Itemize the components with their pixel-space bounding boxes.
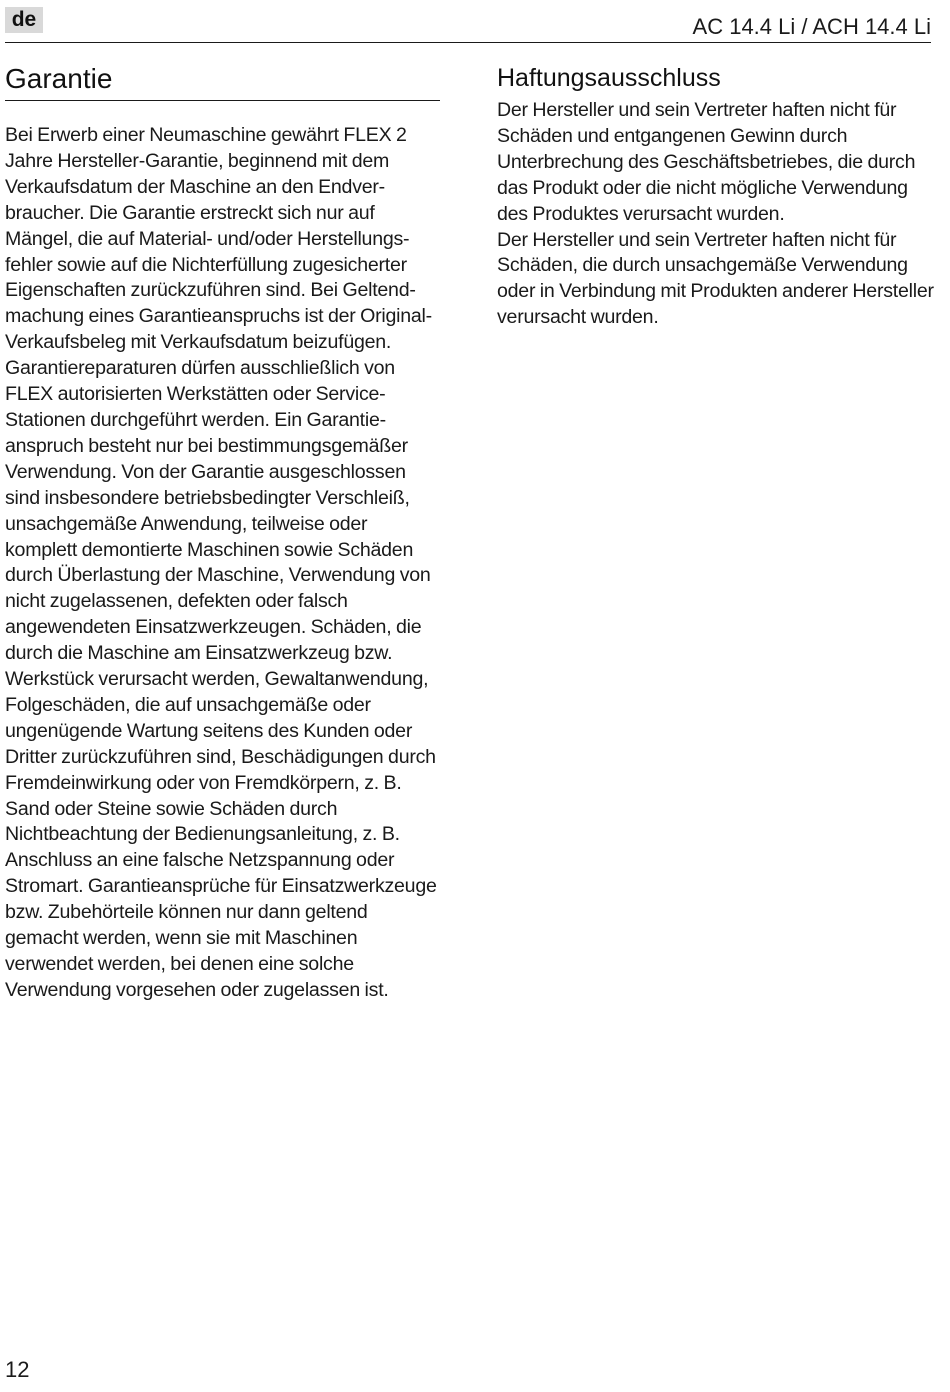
liability-paragraph-2: Der Hersteller und sein Vertreter haften nicht für Schäden, die durch unsachgemäße Verwendung oder in Verbindung mit Produkten anderer Hersteller verursacht wurden. bbox=[497, 228, 934, 329]
liability-paragraph-1: Der Hersteller und sein Vertreter haften nicht für Schäden und entgangenen Gewinn durch Unterbrechung des Geschäftsbetriebes, die durch das Produkt oder die nicht mögliche Verwendung des Produktes verursacht wurden. bbox=[497, 99, 916, 225]
warranty-text: Bei Erwerb einer Neumaschine gewährt FLEX 2 Jahre Hersteller-Garantie, beginnend mit dem Verkaufsdatum der Maschine an den Endverbraucher. Die Garantie erstreckt sich nur auf Mängel, die auf Material- und/oder Herstellungsfehler sowie auf die Nichterfüllung zugesicherter Eigenschaften zurückzuführen sind. Bei Geltendmachung eines Garantieanspruchs ist der Original-Verkaufsbeleg mit Verkaufsdatum beizufügen. Garantiereparaturen dürfen ausschließlich von FLEX autorisierten Werkstätten oder Service-Stationen durchgeführt werden. Ein Garantieanspruch besteht nur bei bestimmungsgemäßer Verwendung. Von der Garantie ausgeschlossen sind insbesondere betriebsbedingter Verschleiß, unsachgemäße Anwendung, teilweise oder komplett demontierte Maschinen sowie Schäden durch Überlastung der Maschine, Verwendung von nicht zugelassenen, defekten oder falsch angewendeten Einsatzwerkzeugen. Schäden, die durch die Maschine am Einsatzwerkzeug bzw. Werkstück verursacht werden, Gewaltanwendung, Folgeschäden, die auf unsachgemäße oder ungenügende Wartung seitens des Kunden oder Dritter zurückzuführen sind, Beschädigungen durch Fremdeinwirkung oder von Fremdkörpern, z. B. Sand oder Steine sowie Schäden durch Nichtbeachtung der Bedienungsanleitung, z. B. Anschluss an eine falsche Netzspannung oder Stromart. Garantieansprüche für Einsatzwerkzeuge bzw. Zubehörteile können nur dann geltend gemacht werden, wenn sie mit Maschinen verwendet werden, bei denen eine solche Verwendung vorgesehen oder zugelassen ist. bbox=[5, 124, 437, 1001]
page-number: 12 bbox=[5, 1357, 30, 1382]
warranty-title: Garantie bbox=[5, 63, 113, 94]
language-badge: de bbox=[5, 7, 43, 33]
liability-section bbox=[497, 60, 935, 331]
warranty-title-divider bbox=[5, 100, 440, 101]
liability-title: Haftungsausschluss bbox=[497, 64, 721, 92]
liability-body bbox=[497, 98, 935, 331]
model-designation: AC 14.4 Li / ACH 14.4 Li bbox=[692, 14, 931, 39]
header-divider bbox=[5, 42, 931, 43]
warranty-section bbox=[5, 60, 440, 1004]
